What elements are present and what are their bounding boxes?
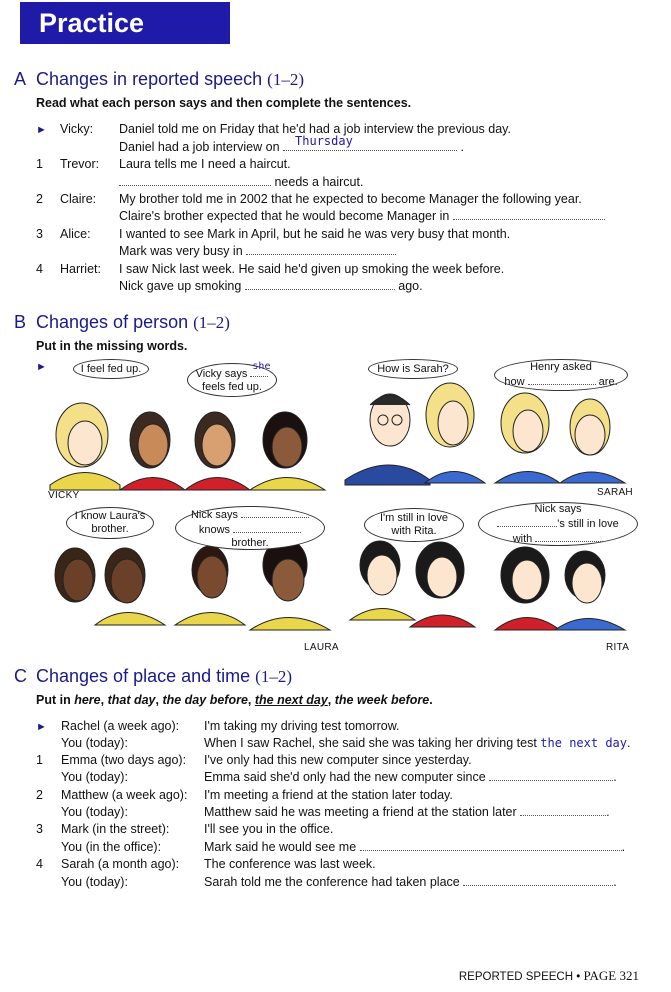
caption-laura: LAURA	[304, 642, 339, 653]
answer-line[interactable]: Claire's brother expected that he would become Manager in	[119, 209, 605, 223]
quote: Laura tells me I need a haircut.	[119, 157, 291, 171]
speech-bubble: I feel fed up.	[73, 359, 149, 379]
speaker: Harriet:	[60, 262, 101, 276]
handwritten-answer: the next day	[540, 736, 627, 750]
speaker: Matthew (a week ago):	[61, 788, 188, 802]
section-c-instruction: Put in here, that day, the day before, the next day, the week before.	[36, 693, 433, 707]
speech-bubble: I know Laura's brother.	[66, 507, 154, 539]
caption-vicky: VICKY	[48, 490, 80, 501]
speech-bubble: How is Sarah?	[368, 359, 458, 379]
page-footer: REPORTED SPEECH • PAGE 321	[458, 968, 639, 983]
speaker: Sarah (a month ago):	[61, 857, 180, 871]
answer-line[interactable]: Sarah told me the conference had taken place .	[204, 875, 617, 889]
speaker: You (today):	[61, 805, 128, 819]
example-marker: ►	[36, 721, 47, 733]
quote: The conference was last week.	[204, 857, 376, 871]
section-a-title: A Changes in reported speech (1–2)	[14, 69, 304, 89]
answer-line[interactable]: needs a haircut.	[119, 175, 363, 189]
quote: Daniel told me on Friday that he'd had a job interview the previous day.	[119, 122, 511, 136]
speaker: You (today):	[61, 875, 128, 889]
nick-rita-illustration	[350, 541, 625, 630]
speaker: Trevor:	[60, 157, 100, 171]
speaker: Mark (in the street):	[61, 822, 170, 836]
speaker: You (in the office):	[61, 840, 162, 854]
speaker: Vicky:	[60, 122, 94, 136]
caption-rita: RITA	[606, 642, 630, 653]
quote: I'll see you in the office.	[204, 822, 334, 836]
section-b-instruction: Put in the missing words.	[36, 339, 188, 353]
speech-bubble: I'm still in love with Rita.	[364, 508, 464, 542]
vicky-illustration	[50, 403, 325, 490]
answer-line[interactable]: Matthew said he was meeting a friend at the station later .	[204, 805, 610, 819]
example-marker: ►	[36, 124, 47, 136]
answer-line[interactable]: Mark said he would see me .	[204, 840, 626, 854]
completion-line: When I saw Rachel, she said she was taking her driving test the next day.	[204, 736, 631, 750]
answer-line[interactable]: Mark was very busy in	[119, 244, 396, 258]
speaker: Emma (two days ago):	[61, 753, 187, 767]
speaker: Claire:	[60, 192, 97, 206]
quote: I've only had this new computer since yesterday.	[204, 753, 472, 767]
henry-sarah-illustration	[345, 383, 625, 485]
quote: My brother told me in 2002 that he expected to become Manager the following year.	[119, 192, 582, 206]
speech-bubble: Nick says 's still in love with	[478, 502, 638, 546]
item-number: 1	[36, 157, 43, 171]
caption-sarah: SARAH	[597, 487, 633, 498]
item-number: 2	[36, 192, 43, 206]
section-a-instruction: Read what each person says and then complete the sentences.	[36, 96, 412, 110]
section-c-title: C Changes of place and time (1–2)	[14, 666, 292, 686]
quote: I saw Nick last week. He said he'd given up smoking the week before.	[119, 262, 505, 276]
nick-laura-illustration	[55, 539, 330, 630]
item-number: 3	[36, 227, 43, 241]
speech-bubble: Henry asked how are.	[494, 359, 628, 391]
quote: I'm meeting a friend at the station later today.	[204, 788, 453, 802]
speaker: You (today):	[61, 736, 128, 750]
handwritten-answer: Thursday	[295, 134, 353, 148]
answer-line[interactable]: Emma said she'd only had the new computer since .	[204, 770, 617, 784]
section-b-title: B Changes of person (1–2)	[14, 312, 230, 332]
speech-bubble: Vicky says she feels fed up.	[187, 363, 277, 397]
item-number: 2	[36, 788, 43, 802]
speaker: You (today):	[61, 770, 128, 784]
item-number: 4	[36, 857, 43, 871]
quote: I'm taking my driving test tomorrow.	[204, 719, 400, 733]
speaker: Alice:	[60, 227, 91, 241]
item-number: 4	[36, 262, 43, 276]
completion-line: Daniel had a job interview on Thursday .	[119, 134, 464, 154]
speaker: Rachel (a week ago):	[61, 719, 180, 733]
item-number: 1	[36, 753, 43, 767]
quote: I wanted to see Mark in April, but he said he was very busy that month.	[119, 227, 511, 241]
item-number: 3	[36, 822, 43, 836]
example-marker: ►	[36, 361, 47, 373]
page-title: Practice	[20, 2, 230, 44]
speech-bubble: Nick says knows brother.	[175, 506, 325, 550]
answer-line[interactable]: Nick gave up smoking ago.	[119, 279, 423, 293]
